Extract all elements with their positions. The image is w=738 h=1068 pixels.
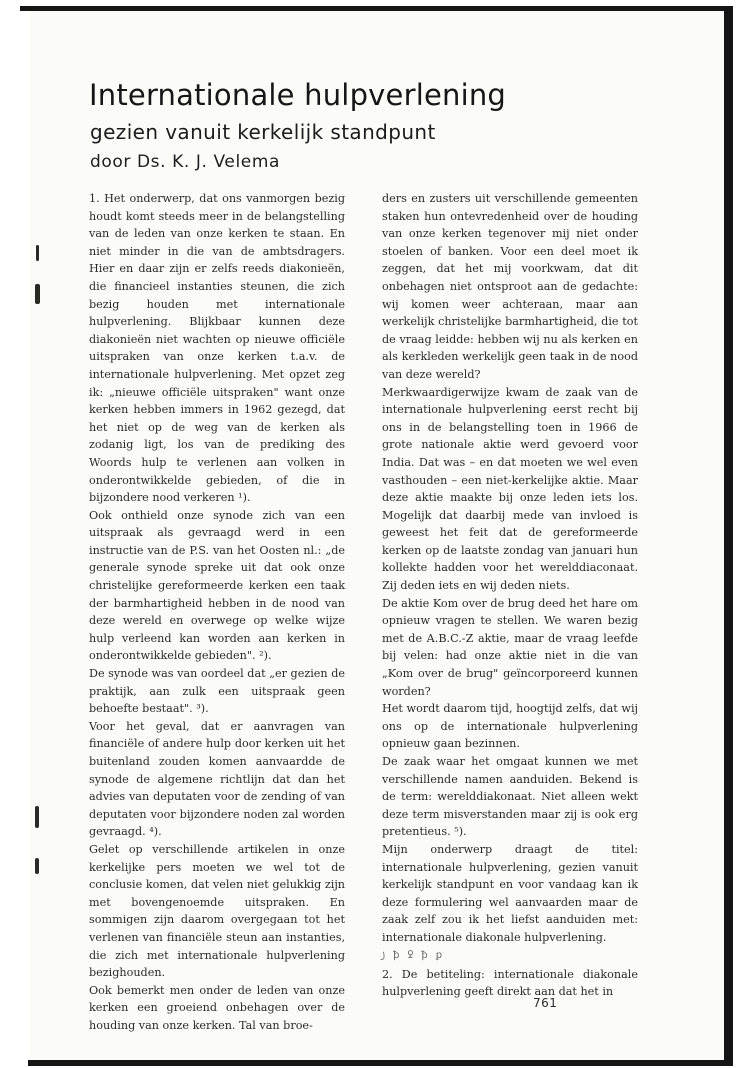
binding-mark	[36, 245, 39, 261]
paragraph: Gelet op verschillende artikelen in onze kerkelijke pers moeten we wel tot de conclusie komen, dat velen niet gelukkig zijn met bovengenoemde uitspraken. En sommigen zijn daarom overgegaan tot het verlenen van financiële steun aan instanties, die zich met internationale hulpverlening bezighouden.	[89, 842, 345, 980]
article-author: door Ds. K. J. Velema	[90, 152, 281, 172]
paragraph: 1. Het onderwerp, dat ons vanmorgen bezig houdt komt steeds meer in de belangstelling van de leden van onze kerken te staan. En niet minder in die van de ambtsdragers. Hier en daar zijn er zelfs reeds diakonieën, die financieel instanties steunen, die zich bezig houden met internationale hulpverlening. Blijkbaar kunnen deze diakonieën niet wachten op nieuwe officiële uitspraken van onze kerken t.a.v. de internationale hulpverlening. Met opzet zeg ik: „nieuwe officiële uitspraken" want onze kerken hebben immers in 1962 gezegd, dat het niet op de weg van de kerken als zodanig ligt, los van de prediking des Woords hulp te verlenen aan volken in onderontwikkelde gebieden, of die in bijzondere nood verkeren ¹).	[89, 192, 345, 505]
paragraph: De synode was van oordeel dat „er gezien de praktijk, aan zulk een uitspraak geen behoefte bestaat". ³).	[89, 667, 345, 716]
article-subtitle: gezien vanuit kerkelijk standpunt	[90, 120, 436, 144]
scan-border-right	[724, 6, 733, 1064]
left-column	[89, 190, 345, 1035]
paragraph: Ook onthield onze synode zich van een uitspraak als gevraagd werd in een instructie van de P.S. van het Oosten nl.: „de generale synode spreke uit dat ook onze christelijke gereformeerde kerken een taak der barmhartigheid hebben in de nood van deze wereld en overwege op welke wijze hulp verleend kan worden aan kerken in onderontwikkelde gebieden". ²).	[89, 508, 345, 663]
binding-mark	[35, 858, 39, 874]
paragraph: ders en zusters uit verschillende gemeenten staken hun ontevredenheid over de houding van onze kerken tegenover mij niet onder stoelen of banken. Voor een deel moet ik zeggen, dat het mij voorkwam, dat dit onbehagen niet ontsproot aan de gedachte: wij komen weer achteraan, maar aan werkelijk christelijke barmhartigheid, die tot de vraag leidde: hebben wij nu als kerken en als kerkleden werkelijk geen taak in de nood van deze wereld?	[382, 192, 638, 381]
scan-border-bottom	[28, 1060, 733, 1066]
paragraph: De aktie Kom over de brug deed het hare om opnieuw vragen te stellen. We waren bezig met de A.B.C.-Z aktie, maar de vraag leefde bij velen: had onze aktie niet in die van „Kom over de brug" geïncorporeerd kunnen worden?	[382, 596, 638, 698]
paragraph: Mijn onderwerp draagt de titel: internationale hulpverlening, gezien vanuit kerkelijk standpunt en voor vandaag kan ik deze formulering wel aanvaarden maar de zaak zelf zou ik het liefst aanduiden met: internationale diakonale hulpverlening.	[382, 842, 638, 944]
binding-mark	[35, 806, 39, 828]
right-column	[382, 190, 638, 1001]
paragraph: Het wordt daarom tijd, hoogtijd zelfs, dat wij ons op de internationale hulpverlening opnieuw gaan bezinnen.	[382, 702, 638, 751]
paragraph: Voor het geval, dat er aanvragen van financiële of andere hulp door kerken uit het buitenland zouden komen aanvaardde de synode de algemene richtlijn dat dan het advies van deputaten voor de zending of van deputaten voor bijzondere noden zal worden gevraagd. ⁴).	[89, 719, 345, 839]
smudged-text-line: ꠸ ꝥ ꝿ ꝥ ꝑ	[382, 949, 444, 961]
paragraph: 2. De betiteling: internationale diakonale hulpverlening geeft direkt aan dat het in	[382, 967, 638, 999]
paragraph: De zaak waar het omgaat kunnen we met verschillende namen aanduiden. Bekend is de term: werelddiakonaat. Niet alleen wekt deze term misverstanden maar zij is ook erg pretentieus. ⁵).	[382, 755, 638, 839]
page-number: 761	[533, 996, 558, 1010]
paragraph: Merkwaardigerwijze kwam de zaak van de internationale hulpverlening eerst recht bij ons in de belangstelling toen in 1966 de grote nationale aktie werd gevoerd voor India. Dat was – en dat moeten we wel even vasthouden – een niet-kerkelijke aktie. Maar deze aktie maakte bij onze leden iets los. Mogelijk dat daarbij mede van invloed is geweest het feit dat de gereformeerde kerken op de laatste zondag van januari hun kollekte hadden voor het werelddiaconaat. Zij deden iets en wij deden niets.	[382, 385, 638, 593]
binding-mark	[35, 284, 40, 304]
paragraph: Ook bemerkt men onder de leden van onze kerken een groeiend onbehagen over de houding van onze kerken. Tal van broe-	[89, 983, 345, 1032]
article-title: Internationale hulpverlening	[89, 78, 507, 112]
